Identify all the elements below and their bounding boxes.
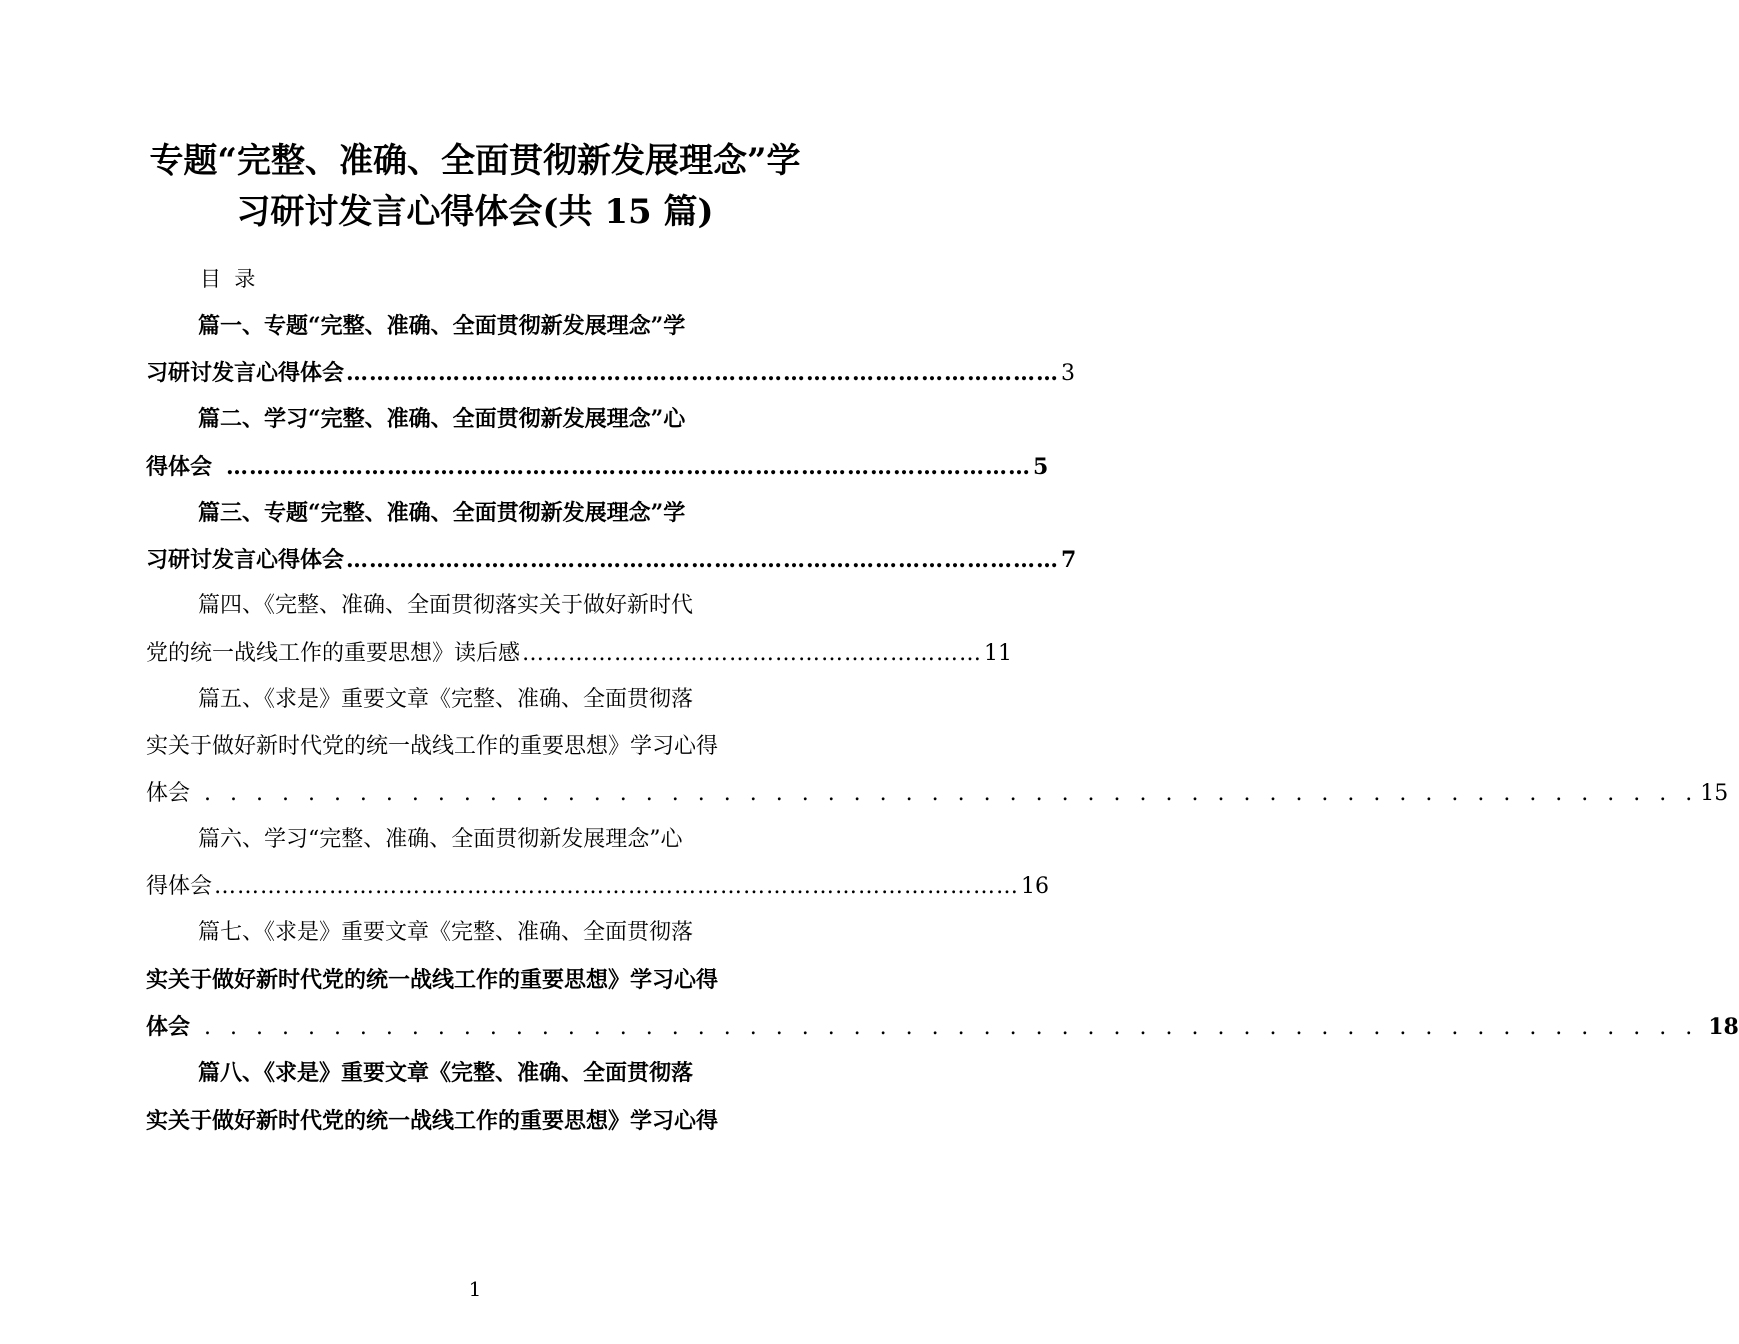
- toc-entry-4-line-2[interactable]: 党的统一战线工作的重要思想》读后感 …………………………………………………… 11: [146, 637, 800, 671]
- toc-entry-7-line-1[interactable]: 篇七、《求是》重要文章《完整、准确、全面贯彻落: [198, 920, 694, 945]
- toc-entry-2-line-1[interactable]: 篇二、学习“完整、准确、全面贯彻新发展理念”心: [198, 406, 686, 432]
- toc-leader-dots: . . . . . . . . . . . . . . . . . . . . . . . . . . . . . . . . . . . . . . . . . . . . . . . . . . . . . . . . . .: [204, 781, 1699, 806]
- toc-leader-dots: ……………………………………………………………………………………………: [226, 454, 1032, 480]
- toc-entry-5-page: 15: [1700, 781, 1729, 806]
- toc-entry-6-line-2[interactable]: 得体会 …………………………………………………………………………………………… 16: [146, 870, 800, 904]
- toc-entry-7-line-3[interactable]: 体会 . . . . . . . . . . . . . . . . . . . . . . . . . . . . . . . . . . . . . . . . . . . . . . . . . . . . . . . . . . 18: [146, 1010, 800, 1044]
- title-line-1: 专题“完整、准确、全面贯彻新发展理念”学: [149, 141, 801, 181]
- toc-entry-2-line-2[interactable]: 得体会 …………………………………………………………………………………………… 5: [146, 450, 800, 484]
- toc-entry-4-line-1[interactable]: 篇四、《完整、准确、全面贯彻落实关于做好新时代: [198, 593, 694, 618]
- page-number: 1: [468, 1277, 482, 1301]
- toc-entry-3-line-2[interactable]: 习研讨发言心得体会 ………………………………………………………………………………… 7: [146, 543, 800, 577]
- toc-entry-5-line-2[interactable]: 实关于做好新时代党的统一战线工作的重要思想》学习心得: [146, 734, 719, 759]
- toc-entry-7-line-2[interactable]: 实关于做好新时代党的统一战线工作的重要思想》学习心得: [146, 967, 719, 993]
- toc-entry-1-page: 3: [1061, 361, 1076, 386]
- document-title: [140, 136, 810, 238]
- toc-entry-1-line-1[interactable]: 篇一、专题“完整、准确、全面贯彻新发展理念”学: [198, 313, 686, 339]
- toc-entry-3-page: 7: [1061, 547, 1077, 573]
- toc-heading: 目 录: [200, 267, 256, 291]
- toc-entry-5-line-3[interactable]: 体会 . . . . . . . . . . . . . . . . . . . . . . . . . . . . . . . . . . . . . . . . . . . . . . . . . . . . . . . . . . 15: [146, 777, 800, 811]
- toc-leader-dots: . . . . . . . . . . . . . . . . . . . . . . . . . . . . . . . . . . . . . . . . . . . . . . . . . . . . . . . . . .: [204, 1015, 1699, 1040]
- title-line-2: 习研讨发言心得体会(共 15 篇): [236, 192, 714, 232]
- toc-entry-6-page: 16: [1021, 874, 1050, 899]
- toc-entry-7-page: 18: [1708, 1014, 1739, 1040]
- toc-entry-3-line-1[interactable]: 篇三、专题“完整、准确、全面贯彻新发展理念”学: [198, 500, 686, 526]
- toc-leader-dots: …………………………………………………………………………………: [346, 360, 1060, 386]
- toc-leader-dots: ……………………………………………………………………………………………: [214, 874, 1020, 899]
- toc-entry-8-line-1[interactable]: 篇八、《求是》重要文章《完整、准确、全面贯彻落: [198, 1060, 694, 1086]
- toc-leader-dots: …………………………………………………………………………………: [346, 547, 1060, 573]
- toc-entry-6-line-1[interactable]: 篇六、学习“完整、准确、全面贯彻新发展理念”心: [198, 827, 683, 852]
- toc-entry-5-line-1[interactable]: 篇五、《求是》重要文章《完整、准确、全面贯彻落: [198, 687, 694, 712]
- toc-entry-8-line-2[interactable]: 实关于做好新时代党的统一战线工作的重要思想》学习心得: [146, 1108, 719, 1134]
- toc-leader-dots: ……………………………………………………: [522, 641, 983, 666]
- toc-entry-1-line-2[interactable]: 习研讨发言心得体会 ………………………………………………………………………………… 3: [146, 356, 800, 390]
- toc-entry-4-page: 11: [984, 641, 1013, 666]
- toc-entry-2-page: 5: [1033, 454, 1049, 480]
